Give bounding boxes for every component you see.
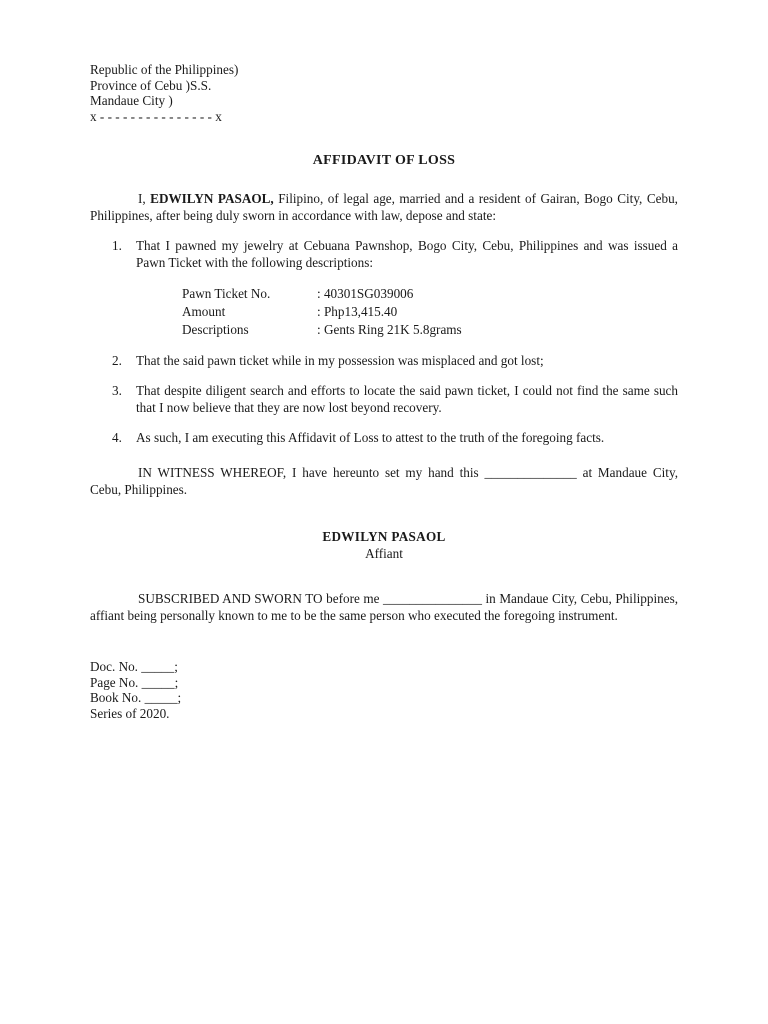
pawn-detail-value: : Php13,415.40 bbox=[317, 304, 398, 320]
statement-number: 1. bbox=[112, 238, 122, 254]
doc-number: Doc. No. _____; bbox=[90, 659, 178, 675]
pawn-details-table bbox=[182, 285, 462, 339]
subscribed-paragraph: SUBSCRIBED AND SWORN TO before me _______________ in Mandaue City, Cebu, Philippines, affiant being personally known to me to be the same person who executed the foregoing instrument. bbox=[90, 591, 678, 624]
pawn-detail-value: : 40301SG039006 bbox=[317, 286, 414, 302]
venue-city: Mandaue City ) bbox=[90, 93, 173, 108]
statement-item bbox=[90, 352, 678, 369]
intro-paragraph bbox=[90, 190, 678, 224]
venue-province: Province of Cebu )S.S. bbox=[90, 77, 212, 93]
pawn-detail-row bbox=[182, 285, 462, 303]
pawn-detail-row bbox=[182, 321, 462, 339]
statement-text: That despite diligent search and efforts to locate the said pawn ticket, I could not find the same such that I now believe that they are now lost beyond recovery. bbox=[136, 383, 678, 416]
statement-text: That I pawned my jewelry at Cebuana Pawnshop, Bogo City, Cebu, Philippines and was issued a Pawn Ticket with the following descriptions: bbox=[136, 238, 678, 271]
statement-text: As such, I am executing this Affidavit of Loss to attest to the truth of the foregoing facts. bbox=[136, 430, 605, 446]
pawn-detail-label: Pawn Ticket No. bbox=[182, 286, 271, 302]
statement-number: 4. bbox=[112, 430, 122, 446]
affiant-signature-name: EDWILYN PASAOL bbox=[322, 529, 446, 545]
series-year: Series of 2020. bbox=[90, 705, 170, 721]
pawn-detail-row bbox=[182, 303, 462, 321]
pawn-detail-label: Descriptions bbox=[182, 322, 249, 338]
venue-block bbox=[90, 62, 678, 124]
statement-number: 2. bbox=[112, 353, 122, 369]
pawn-detail-value: : Gents Ring 21K 5.8grams bbox=[317, 322, 462, 338]
venue-republic: Republic of the Philippines) bbox=[90, 62, 239, 77]
affiant-role: Affiant bbox=[365, 546, 403, 562]
book-number: Book No. _____; bbox=[90, 690, 182, 706]
intro-prefix: I, bbox=[138, 191, 151, 206]
statement-item bbox=[90, 237, 678, 339]
notary-register bbox=[90, 659, 678, 721]
document-title: AFFIDAVIT OF LOSS bbox=[312, 153, 456, 168]
statement-number: 3. bbox=[112, 383, 122, 399]
signature-block bbox=[90, 528, 678, 562]
statement-text: That the said pawn ticket while in my possession was misplaced and got lost; bbox=[136, 353, 544, 369]
statement-item bbox=[90, 382, 678, 416]
statement-list bbox=[90, 237, 678, 446]
statement-item bbox=[90, 429, 678, 446]
affiant-name-inline: EDWILYN PASAOL, bbox=[150, 191, 274, 206]
page-number: Page No. _____; bbox=[90, 674, 179, 690]
venue-divider: x - - - - - - - - - - - - - - - x bbox=[90, 108, 222, 124]
pawn-detail-label: Amount bbox=[182, 304, 226, 320]
witness-paragraph: IN WITNESS WHEREOF, I have hereunto set my hand this ______________ at Mandaue City, Cebu, Philippines. bbox=[90, 465, 678, 498]
intro-body: Filipino, of legal age, married and a resident of Gairan, Bogo City, Cebu, Philippines, after being duly sworn in accordance with law, depose and state: bbox=[90, 191, 678, 223]
affidavit-document bbox=[90, 62, 678, 721]
